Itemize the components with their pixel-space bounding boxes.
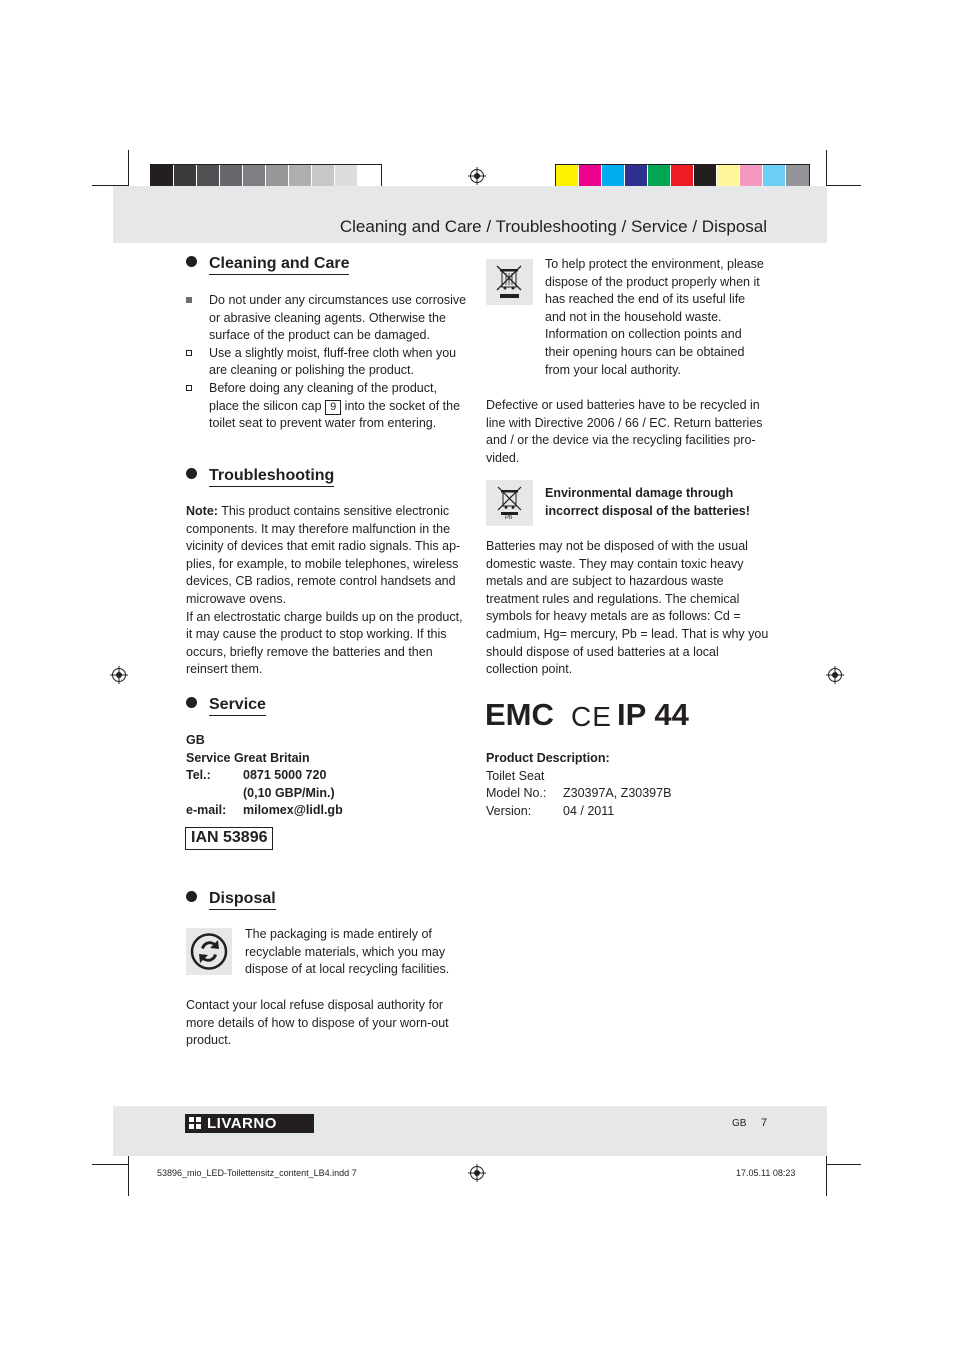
ian-number-box: IAN 53896 — [185, 827, 273, 850]
service-name: Service Great Britain — [186, 750, 310, 765]
service-phone: 0871 5000 720 — [243, 768, 327, 783]
section-heading-cleaning: Cleaning and Care — [186, 255, 349, 273]
lead-symbol-label: Pb — [505, 515, 513, 521]
brand-name: LIVARNO — [207, 1115, 277, 1132]
product-description — [486, 750, 768, 820]
tel-label: Tel.: — [186, 768, 211, 783]
list-item: Do not under any circumstances use corrosive or abrasive cleaning agents. Otherwise the surface of the product can be damaged. — [186, 292, 468, 345]
product-name: Toilet Seat — [486, 768, 545, 783]
header-band — [113, 186, 827, 243]
list-item: Use a slightly moist, fluff-free cloth when you are cleaning or polishing the product. — [186, 345, 468, 380]
page-title: Cleaning and Care / Troubleshooting / Service / Disposal — [339, 217, 767, 236]
disposal-contact-text: Contact your local refuse disposal authority for more details of how to dispose of your worn-out product. — [186, 998, 449, 1048]
crop-mark — [826, 185, 861, 186]
slug-date: 17.05.11 08:23 — [736, 1168, 796, 1178]
crossed-bin-icon — [486, 259, 533, 305]
weee-text: To help protect the environment, please dispose of the product properly when it has reached the end of its useful life and not in the household waste. Information on collection points and their opening hours can be obtained from your local authority. — [545, 257, 764, 377]
crop-mark — [826, 150, 827, 188]
crop-mark — [92, 1164, 129, 1165]
slug-filename: 53896_mio_LED-Toilettensitz_content_LB4.indd 7 — [157, 1168, 357, 1178]
crop-mark — [128, 1156, 129, 1196]
registration-mark-icon — [468, 1164, 486, 1182]
model-label: Model No.: — [486, 786, 547, 801]
product-description-heading: Product Description: — [486, 751, 610, 765]
section-heading-service: Service — [186, 696, 266, 714]
section-heading-disposal: Disposal — [186, 890, 276, 908]
troubleshooting-text: Note: This product contains sensitive electronic components. It may therefore malfunction in the vicinity of devices that emit radio signals. This applies, for example, to mobile telephones, wireless devices, CB radios, remote control handsets and microwave ovens. If an electrostatic charge builds up on the product, it may cause the product to stop working. If this occurs, briefly remove the batteries and then reinsert them. — [186, 503, 469, 679]
battery-disposal-bin-icon — [486, 480, 533, 526]
version-label: Version: — [486, 803, 532, 818]
crop-mark — [128, 150, 129, 188]
list-item: Before doing any cleaning of the product, place the silicon cap 9 into the socket of the toilet seat to prevent water from entering. — [186, 380, 468, 433]
emc-mark: EMC — [485, 697, 554, 732]
model-number: Z30397A, Z30397B — [563, 786, 672, 801]
heavy-metals-text: Batteries may not be disposed of with the usual domestic waste. They may contain toxic heavy metals and are subject to hazardous waste treatment rules and regulations. The chemical symbols for heavy metals are as follows: Cd = cadmium, Hg= mercury, Pb = lead. That is why you should dispose of used batteries at a local collection point. — [486, 539, 769, 677]
email-label: e-mail: — [186, 803, 227, 818]
batteries-recycling-text: Defective or used batteries have to be recycled in line with Directive 2006 / 66 / EC. Return batteries and / or the device via the recycling facilities provided. — [486, 398, 763, 465]
service-country: GB — [186, 733, 205, 747]
crop-mark — [826, 1164, 861, 1165]
bullet-dot-icon — [186, 891, 197, 902]
note-label: Note: — [186, 504, 218, 518]
footer-language: GB — [732, 1118, 747, 1129]
registration-mark-icon — [468, 167, 486, 185]
green-dot-recycling-icon — [186, 928, 232, 975]
crop-mark — [826, 1156, 827, 1196]
part-reference-number: 9 — [325, 400, 341, 415]
packaging-text: The packaging is made entirely of recyclable materials, which you may dispose of at local recycling facilities. — [245, 927, 450, 977]
registration-mark-icon — [826, 666, 844, 684]
brand-logo — [185, 1114, 314, 1133]
troubleshooting-paragraph: If an electrostatic charge builds up on the product, it may cause the product to stop working. If this occurs, briefly remove the batteries and then reinsert them. — [186, 609, 463, 677]
page-number: 7 — [761, 1117, 768, 1129]
bullet-dot-icon — [186, 468, 197, 479]
ip-rating-mark: IP 44 — [617, 697, 689, 732]
footer-band — [113, 1106, 827, 1156]
service-email: milomex@lidl.gb — [243, 803, 343, 818]
bullet-dot-icon — [186, 256, 197, 267]
ce-mark: CE — [571, 701, 612, 732]
service-phone-rate: (0,10 GBP/Min.) — [243, 785, 335, 800]
cleaning-list — [186, 292, 468, 433]
version-number: 04 / 2011 — [563, 803, 615, 818]
section-heading-troubleshooting: Troubleshooting — [186, 467, 334, 485]
brand-logo-icon — [189, 1117, 202, 1130]
bullet-dot-icon — [186, 697, 197, 708]
registration-mark-icon — [110, 666, 128, 684]
empty-square-bullet-icon — [186, 385, 192, 391]
filled-square-bullet-icon — [186, 297, 192, 303]
service-contact — [186, 732, 468, 820]
battery-warning: Environmental damage through incorrect disposal of the batteries! — [545, 486, 750, 518]
empty-square-bullet-icon — [186, 350, 192, 356]
